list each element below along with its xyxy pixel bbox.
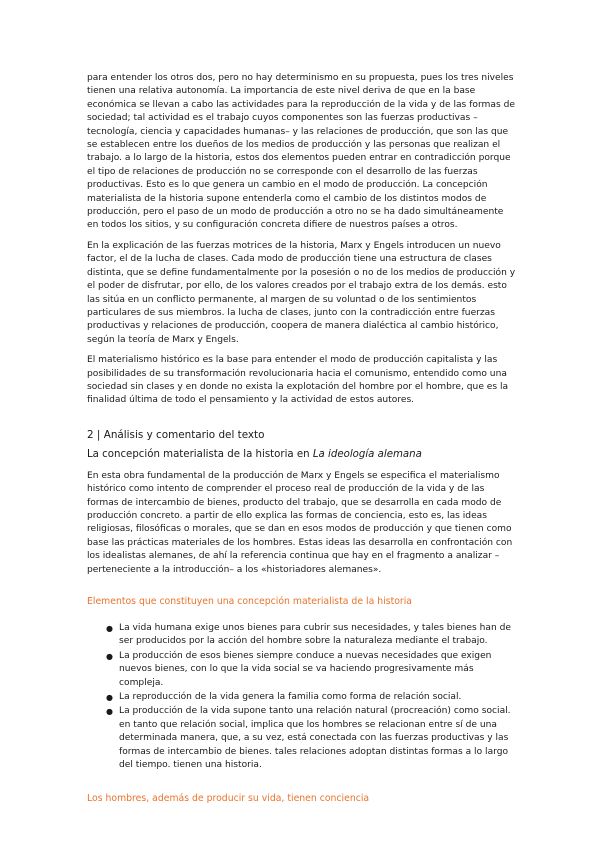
analysis-paragraph: En esta obra fundamental de la producción de Marx y Engels se especifica el materialismo histórico como intento de comprender el proceso real de producción de la vida y de las formas de intercambio de bienes, producto del trabajo, que se desarrolla en cada modo de producción concreto. a partir de ello explica las formas de conciencia, esto es, las ideas religiosas, filosóficas o morales, que se dan en esos modos de producción y que tienen como base las prácticas materiales de los hombres. Estas ideas las desarrolla en confrontación con los idealistas alemanes, de ahí la referencia continua que hay en el fragmento a analizar –perteneciente a la introducción– a los «historiadores alemanes». [87, 470, 513, 575]
bullet-icon: ● [106, 707, 113, 717]
elements-list [87, 622, 517, 772]
list-item-text: La vida humana exige unos bienes para cubrir sus necesidades, y tales bienes han de ser producidos por la acción del hombre sobre la naturaleza mediante el trabajo. [119, 623, 512, 647]
bullet-icon: ● [106, 624, 113, 633]
list-item [87, 691, 517, 704]
section-heading: 2 | Análisis y comentario del texto [87, 428, 265, 441]
subheading [87, 448, 517, 462]
list-item-text: La reproducción de la vida genera la familia como forma de relación social. [119, 692, 462, 703]
list-item [87, 650, 517, 690]
bullet-icon: ● [106, 693, 113, 703]
intro-paragraph-2: En la explicación de las fuerzas motrices de la historia, Marx y Engels introducen un nuevo factor, el de la lucha de clases. Cada modo de producción tiene una estructura de clases distinta, que se define fundamentalmente por la posesión o no de los medios de producción y el poder de disfrutar, por ello, de los valores creados por el trabajo extra de los demás. esto las sitúa en un conflicto permanente, al margen de su voluntad o de los sentimientos particulares de sus miembros. la lucha de clases, junto con la contradicción entre fuerzas productivas y relaciones de producción, coopera de manera dialéctica al cambio histórico, según la teoría de Marx y Engels. [87, 240, 516, 345]
list-item-text: La producción de esos bienes siempre conduce a nuevas necesidades que exigen nuevos bienes, con lo que la vida social se va haciendo progresivamente más compleja. [119, 650, 492, 688]
intro-paragraph-3: El materialismo histórico es la base para entender el modo de producción capitalista y las posibilidades de su transformación revolucionaria hacia el comunismo, entendido como una sociedad sin clases y en donde no exista la explotación del hombre por el hombre, que es la finalidad última de todo el pensamiento y la actividad de estos autores. [87, 355, 509, 406]
document-body [87, 72, 517, 819]
bullet-icon: ● [106, 651, 113, 661]
intro-paragraph-1: para entender los otros dos, pero no hay determinismo en su propuesta, pues los tres niveles tienen una relativa autonomía. La importancia de este nivel deriva de que en la base económica se llevan a cabo las actividades para la reproducción de la vida y de las formas de sociedad; tal actividad es el trabajo cuyos componentes son las fuerzas productivas –tecnología, ciencia y capacidades humanas– y las relaciones de producción, que son las que se establecen entre los dueños de los medios de producción y las personas que realizan el trabajo. a lo largo de la historia, estos dos elementos pueden entrar en contradicción porque el tipo de relaciones de producción no se corresponde con el desarrollo de las fuerzas productivas. Esto es lo que genera un cambio en el modo de producción. La concepción materialista de la historia supone entenderla como el cambio de los distintos modos de producción, pero el paso de un modo de producción a otro no se ha dado simultáneamente en todos los sitios, y su configuración concreta difiere de nuestros países a otros. [87, 73, 515, 231]
list-item [87, 622, 517, 649]
final-heading: Los hombres, además de producir su vida, tienen conciencia [87, 793, 370, 805]
list-item [87, 705, 517, 772]
subheading-book-title: La ideología alemana [312, 448, 422, 460]
subheading-text: La concepción materialista de la historia en [87, 448, 313, 460]
elements-heading: Elementos que constituyen una concepción materialista de la historia [87, 596, 413, 607]
list-item-text: La producción de la vida supone tanto una relación natural (procreación) como social. en tanto que relación social, implica que los hombres se relacionan entre sí de una determinada manera, que, a su vez, está conectada con las fuerzas productivas y las formas de intercambio de bienes. tales relaciones adoptan distintas formas a lo largo del tiempo. tienen una historia. [119, 706, 511, 771]
